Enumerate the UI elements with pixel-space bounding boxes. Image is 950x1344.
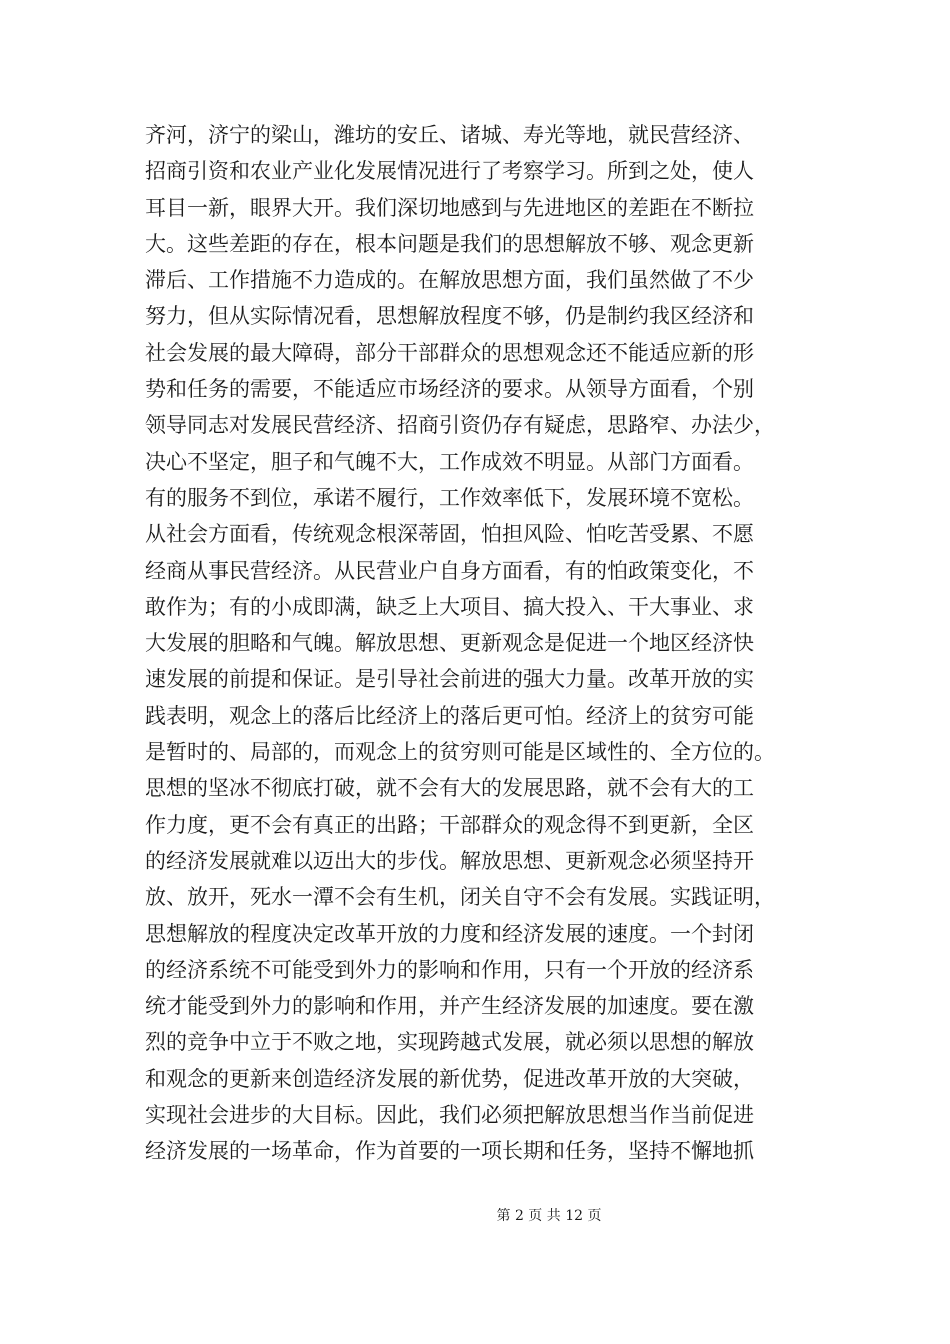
text-line: 践表明，观念上的落后比经济上的落后更可怕。经济上的贫穷可能: [145, 703, 754, 728]
text-line: 作力度，更不会有真正的出路；干部群众的观念得不到更新，全区: [145, 812, 754, 837]
text-line: 的经济发展就难以迈出大的步伐。解放思想、更新观念必须坚持开: [145, 848, 754, 873]
text-line: 大。这些差距的存在，根本问题是我们的思想解放不够、观念更新: [145, 231, 754, 256]
text-line: 势和任务的需要，不能适应市场经济的要求。从领导方面看，个别: [145, 377, 754, 402]
page-number-footer: 第 2 页 共 12 页: [496, 1208, 602, 1224]
text-line: 社会发展的最大障碍，部分干部群众的思想观念还不能适应新的形: [145, 340, 754, 365]
text-line: 思想解放的程度决定改革开放的力度和经济发展的速度。一个封闭: [145, 921, 754, 946]
text-line: 放、放开，死水一潭不会有生机，闭关自守不会有发展。实践证明，: [145, 885, 775, 910]
text-line: 是暂时的、局部的，而观念上的贫穷则可能是区域性的、全方位的。: [145, 740, 775, 765]
text-line: 齐河，济宁的梁山，潍坊的安丘、诸城、寿光等地，就民营经济、: [145, 123, 754, 147]
text-line: 实现社会进步的大目标。因此，我们必须把解放思想当作当前促进: [145, 1103, 754, 1128]
text-line: 大发展的胆略和气魄。解放思想、更新观念是促进一个地区经济快: [145, 631, 754, 656]
text-line: 敢作为；有的小成即满，缺乏上大项目、搞大投入、干大事业、求: [145, 594, 754, 619]
text-line: 耳目一新，眼界大开。我们深切地感到与先进地区的差距在不断拉: [145, 195, 754, 220]
text-line: 有的服务不到位，承诺不履行，工作效率低下，发展环境不宽松。: [145, 485, 754, 510]
text-line: 思想的坚冰不彻底打破，就不会有大的发展思路，就不会有大的工: [145, 776, 754, 801]
text-line: 和观念的更新来创造经济发展的新优势，促进改革开放的大突破，: [145, 1066, 754, 1091]
text-line: 从社会方面看，传统观念根深蒂固，怕担风险、怕吃苦受累、不愿: [145, 522, 754, 547]
text-line: 经济发展的一场革命，作为首要的一项长期和任务，坚持不懈地抓: [145, 1139, 754, 1164]
body-paragraph: [145, 117, 805, 1170]
text-line: 速发展的前提和保证。是引导社会前进的强大力量。改革开放的实: [145, 667, 754, 692]
text-line: 经商从事民营经济。从民营业户自身方面看，有的怕政策变化，不: [145, 558, 754, 583]
text-line: 努力，但从实际情况看，思想解放程度不够，仍是制约我区经济和: [145, 304, 754, 329]
text-line: 统才能受到外力的影响和作用，并产生经济发展的加速度。要在激: [145, 994, 754, 1019]
text-line: 的经济系统不可能受到外力的影响和作用，只有一个开放的经济系: [145, 957, 754, 982]
text-line: 招商引资和农业产业化发展情况进行了考察学习。所到之处，使人: [145, 159, 754, 184]
text-line: 领导同志对发展民营经济、招商引资仍存有疑虑，思路窄、办法少，: [145, 413, 775, 438]
text-line: 滞后、工作措施不力造成的。在解放思想方面，我们虽然做了不少: [145, 268, 754, 293]
text-line: 决心不坚定，胆子和气魄不大，工作成效不明显。从部门方面看。: [145, 449, 754, 474]
text-line: 烈的竞争中立于不败之地，实现跨越式发展，就必须以思想的解放: [145, 1030, 754, 1055]
